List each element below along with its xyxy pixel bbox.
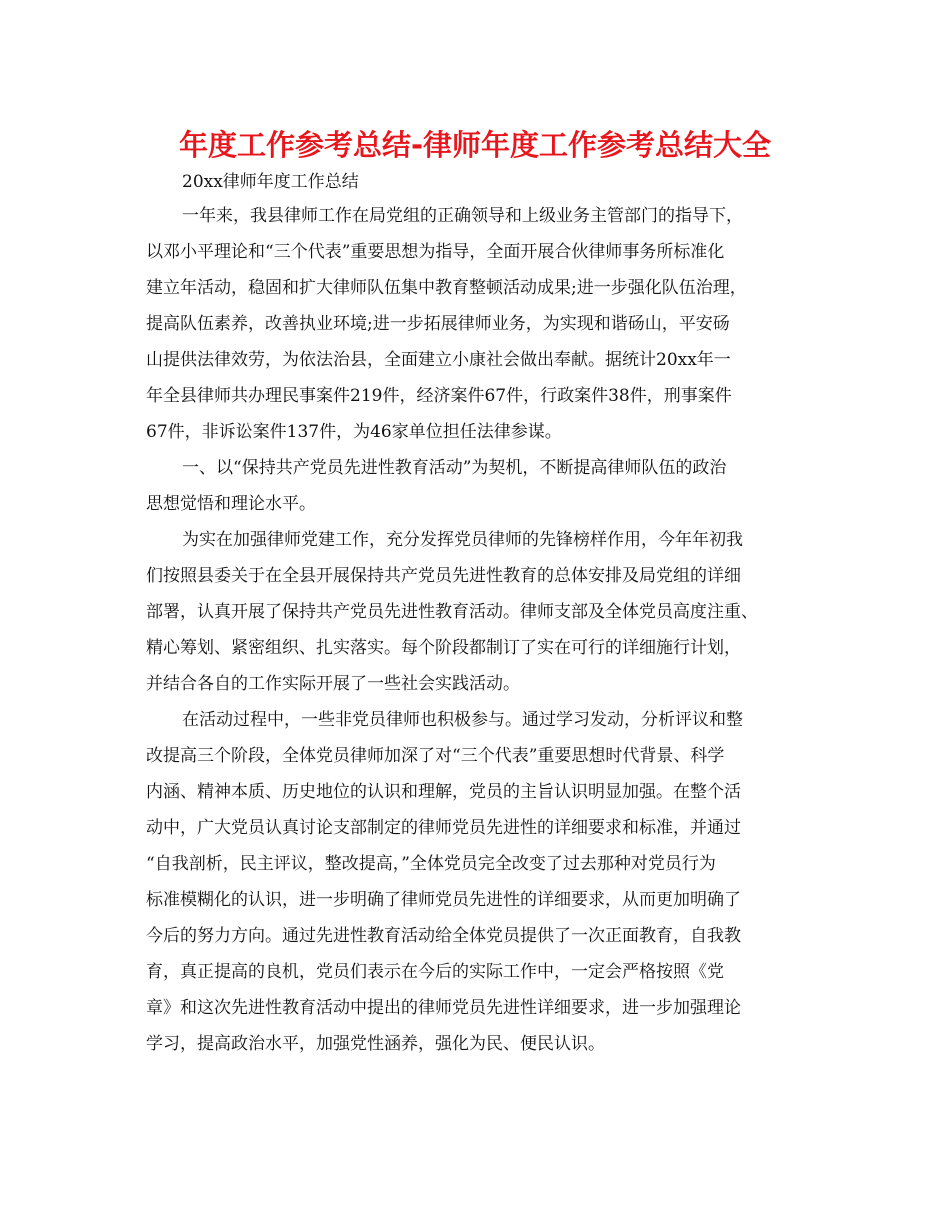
paragraph-line: 年全县律师共办理民事案件219件，经济案件67件，行政案件38件，刑事案件 <box>146 386 732 406</box>
document-title: 年度工作参考总结-律师年度工作参考总结大全 <box>178 128 772 162</box>
paragraph-2 <box>146 450 806 522</box>
paragraph-3 <box>146 522 806 702</box>
paragraph-line: 提高队伍素养，改善执业环境;进一步拓展律师业务，为实现和谐砀山，平安砀 <box>146 314 730 334</box>
paragraph-line: 学习，提高政治水平，加强党性涵养，强化为民、便民认识。 <box>146 1034 605 1054</box>
document-body <box>146 169 806 1062</box>
paragraph-line: 标准模糊化的认识，进一步明确了律师党员先进性的详细要求，从而更加明确了 <box>146 890 741 910</box>
paragraph-line: 山提供法律效劳，为依法治县，全面建立小康社会做出奉献。据统计20xx年一 <box>146 350 731 370</box>
paragraph-line: 精心筹划、紧密组织、扎实落实。每个阶段都制订了实在可行的详细施行计划， <box>146 638 741 658</box>
paragraph-line: 部署，认真开展了保持共产党员先进性教育活动。律师支部及全体党员高度注重、 <box>146 602 758 622</box>
paragraph-line: “自我剖析，民主评议，整改提高，”全体党员完全改变了过去那种对党员行为 <box>146 854 716 874</box>
paragraph-line: 在活动过程中，一些非党员律师也积极参与。通过学习发动，分析评议和整 <box>182 710 743 730</box>
paragraph-1 <box>146 198 806 450</box>
paragraph-line: 一、以“保持共产党员先进性教育活动”为契机，不断提高律师队伍的政治 <box>182 458 727 478</box>
paragraph-4 <box>146 702 806 1062</box>
document-subtitle: 20xx律师年度工作总结 <box>182 172 359 192</box>
paragraph-line: 们按照县委关于在全县开展保持共产党员先进性教育的总体安排及局党组的详细 <box>146 566 741 586</box>
paragraph-line: 内涵、精神本质、历史地位的认识和理解，党员的主旨认识明显加强。在整个活 <box>146 782 741 802</box>
paragraph-line: 一年来，我县律师工作在局党组的正确领导和上级业务主管部门的指导下， <box>182 206 743 226</box>
paragraph-line: 并结合各自的工作实际开展了一些社会实践活动。 <box>146 674 520 694</box>
paragraph-line: 67件，非诉讼案件137件，为46家单位担任法律参谋。 <box>146 422 562 442</box>
paragraph-line: 思想觉悟和理论水平。 <box>146 494 316 514</box>
paragraph-line: 动中，广大党员认真讨论支部制定的律师党员先进性的详细要求和标准，并通过 <box>146 818 741 838</box>
paragraph-line: 以邓小平理论和“三个代表”重要思想为指导，全面开展合伙律师事务所标准化 <box>146 242 725 262</box>
paragraph-line: 育，真正提高的良机，党员们表示在今后的实际工作中，一定会严格按照《党 <box>146 962 724 982</box>
paragraph-line: 章》和这次先进性教育活动中提出的律师党员先进性详细要求，进一步加强理论 <box>146 998 741 1018</box>
paragraph-line: 今后的努力方向。通过先进性教育活动给全体党员提供了一次正面教育，自我教 <box>146 926 741 946</box>
paragraph-line: 建立年活动，稳固和扩大律师队伍集中教育整顿活动成果;进一步强化队伍治理， <box>146 278 747 298</box>
paragraph-line: 为实在加强律师党建工作，充分发挥党员律师的先锋榜样作用，今年年初我 <box>182 530 743 550</box>
paragraph-line: 改提高三个阶段，全体党员律师加深了对“三个代表”重要思想时代背景、科学 <box>146 746 725 766</box>
